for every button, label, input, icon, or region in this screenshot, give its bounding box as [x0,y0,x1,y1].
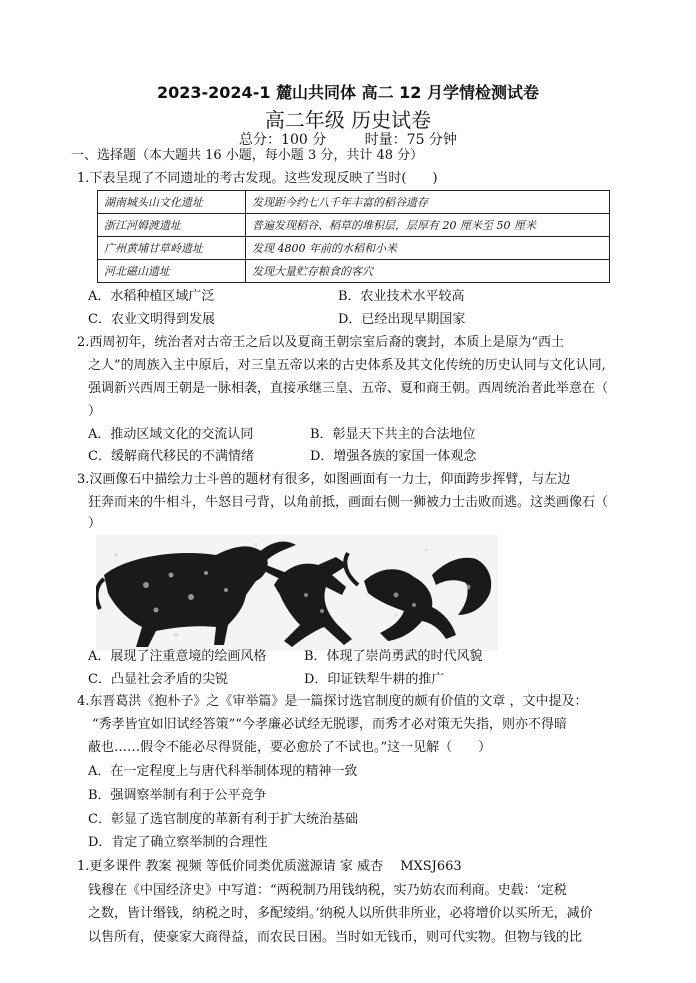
q3-option-b: B．体现了崇尚勇武的时代风貌 [304,649,483,664]
q1-option-b: B．农业技术水平较高 [338,289,465,304]
q2-option-c: C．缓解商代移民的不满情绪 [88,449,254,464]
q2-line: 强调新兴西周王朝是一脉相袭，直接承继三皇、五帝、夏和商王朝。西周统治者此举意在（ [88,381,609,396]
q1-option-d: D．已经出现早期国家 [338,312,466,327]
table-cell-finding: 发现距今约七八千年丰富的稻谷遗存 [246,191,610,214]
q4-option-a: A．在一定程度上与唐代科举制体现的精神一致 [88,764,358,779]
table-row [98,191,610,214]
q5-line: 以售所有，使豪家大商得益，而农民日困。当时如无钱币，则可代实物。但物与钱的比 [88,930,583,945]
q2-option-b: B．彰显天下共主的合法地位 [310,427,476,442]
q2-option-d: D．增强各族的家国一体观念 [310,449,477,464]
table-cell-site: 浙江河姆渡遗址 [98,214,246,237]
q4-option-b: B．强调察举制有利于公平竞争 [88,788,267,803]
q3-line: ） [88,516,102,531]
q2-line: ） [88,404,102,419]
table-cell-site: 河北磁山遗址 [98,260,246,283]
q1-table [97,190,610,283]
q2-line: 2.西周初年，统治者对古帝王之后以及夏商王朝宗室后裔的褒封，本质上是原为“西土 [77,335,565,350]
q1-option-c: C．农业文明得到发展 [88,312,215,327]
exam-title: 2023-2024-1 麓山共同体 高二 12 月学情检测试卷 [156,83,540,102]
exam-time: 时量：75 分钟 [364,132,457,148]
q5-line: 钱穆在《中国经济史》中写道：“两税制乃用钱纳税，实乃妨农而利商。史载：‘定税 [88,883,567,898]
q3-option-c: C．凸显社会矛盾的尖锐 [88,672,228,687]
exam-subtitle: 高二年级 历史试卷 [264,108,432,132]
q2-option-a: A．推动区域文化的交流认同 [88,427,254,442]
q3-line: 狂奔而来的牛相斗，牛怒目弓背，以角前抵，画面右侧一狮被力士击败而逃。这类画像石（ [88,495,609,510]
q4-line: 4.东晋葛洪《抱朴子》之《审举篇》是一篇探讨选官制度的颇有价值的文章 ，文中提及： [77,694,588,709]
q3-option-d: D．印证铁犁牛耕的推广 [304,672,445,687]
table-cell-site: 广州黄埔甘草岭遗址 [98,237,246,260]
q4-option-d: D．肯定了确立察举制的合理性 [88,835,268,850]
table-row [98,214,610,237]
stone-relief-image [96,535,498,651]
table-cell-site: 湖南城头山文化遗址 [98,191,246,214]
total-score: 总分：100 分 [239,132,327,148]
table-cell-finding: 发现大量贮存粮食的客穴 [246,260,610,283]
q1-stem: 1.下表呈现了不同遗址的考古发现。这些发现反映了当时( ) [77,171,438,186]
section-heading: 一、选择题（本大题共 16 小题，每小题 3 分，共计 48 分） [71,148,424,163]
q5-line: 之数，皆计缗钱，纳税之时，多配绫绢。’纳税人以所供非所业，必将增价以买所无，减价 [88,906,593,921]
q5-ad-line: 1.更多课件 教案 视频 等低价同类优质滋源请 家 威杏 MXSJ663 [77,859,462,874]
q4-line: 蔽也……假令不能必尽得贤能，要必愈於了不试也。”这一见解（ ） [88,740,492,755]
q4-line: “秀孝皆宜如旧试经答策”“今孝廉必试经无脱谬，而秀才必对策无失指，则亦不得暗 [92,717,567,732]
q2-line: 之人”的周族入主中原后，对三皇五帝以来的古史体系及其文化传统的历史认同与文化认同, [88,358,606,373]
q4-option-c: C．彰显了选官制度的革新有利于扩大统治基础 [88,812,358,827]
table-row [98,260,610,283]
table-row [98,237,610,260]
table-cell-finding: 发现 4800 年前的水稻和小米 [246,237,610,260]
q1-option-a: A．水稻种植区域广泛 [88,289,215,304]
q3-line: 3.汉画像石中描绘力士斗兽的题材有很多，如图画面有一力士，仰面跨步挥臂，与左边 [77,472,571,487]
table-cell-finding: 普遍发现稻谷、稻草的堆积层，层厚有 20 厘米至 50 厘米 [246,214,610,237]
q3-option-a: A．展现了注重意境的绘画风格 [88,649,267,664]
